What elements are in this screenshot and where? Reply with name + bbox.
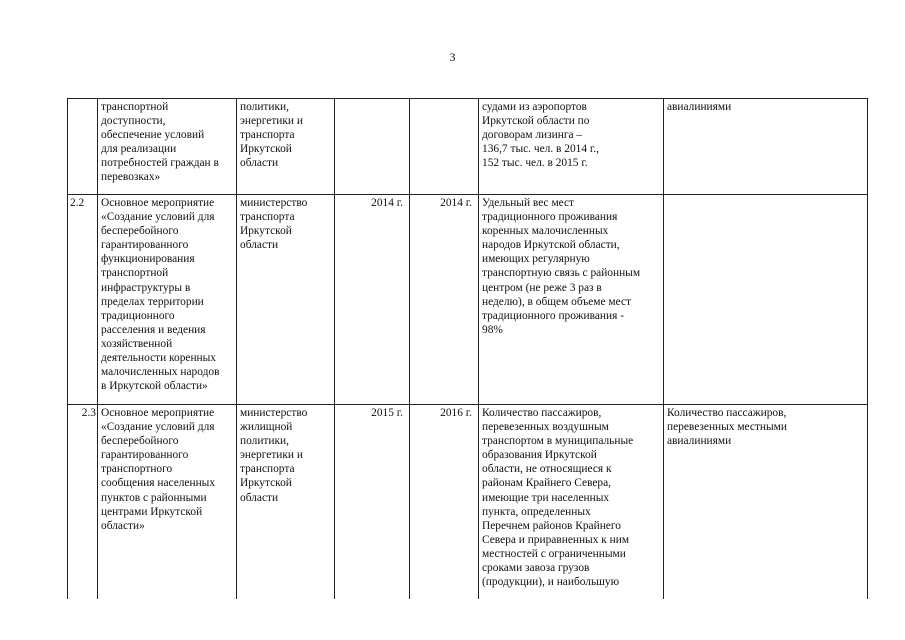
program-indicator: Количество пассажиров, перевезенных местными авиалиниями	[664, 405, 868, 599]
row-number	[68, 99, 98, 195]
row-number: 2.2	[68, 195, 98, 405]
executor: министерство транспорта Иркутской области	[237, 195, 335, 405]
activity-name: транспортной доступности, обеспечение условий для реализации потребностей граждан в перевозках»	[98, 99, 237, 195]
page-number: 3	[449, 50, 456, 64]
executor: министерство жилищной политики, энергетики и транспорта Иркутской области	[237, 405, 335, 599]
end-date: 2014 г.	[410, 195, 479, 405]
executor: политики, энергетики и транспорта Иркутской области	[237, 99, 335, 195]
activity-name: Основное мероприятие «Создание условий для бесперебойного гарантированного функционирования транспортной инфраструктуры в пределах территории традиционного расселения и ведения хозяйственной деятельности коренных малочисленных народов в Иркутской области»	[98, 195, 237, 405]
result-indicator: Удельный вес мест традиционного проживания коренных малочисленных народов Иркутской области, имеющих регулярную транспортную связь с районным центром (не реже 3 раз в неделю), в общем объеме мест традиционного проживания - 98%	[479, 195, 664, 405]
program-indicator	[664, 195, 868, 405]
end-date: 2016 г.	[410, 405, 479, 599]
start-date: 2015 г.	[335, 405, 410, 599]
program-table	[67, 98, 868, 599]
table-row	[68, 195, 868, 405]
result-indicator: Количество пассажиров, перевезенных воздушным транспортом в муниципальные образования Иркутской области, не относящиеся к районам Крайнего Севера, имеющие три населенных пункта, определенных Перечнем районов Крайнего Севера и приравненных к ним местностей с ограниченными сроками завоза грузов (продукции), и наибольшую	[479, 405, 664, 599]
table-row	[68, 99, 868, 195]
program-indicator: авиалиниями	[664, 99, 868, 195]
start-date	[335, 99, 410, 195]
end-date	[410, 99, 479, 195]
activity-name: Основное мероприятие «Создание условий для бесперебойного гарантированного транспортного сообщения населенных пунктов с районными центрами Иркутской области»	[98, 405, 237, 599]
table-row	[68, 405, 868, 599]
start-date: 2014 г.	[335, 195, 410, 405]
row-number: 2.3	[68, 405, 98, 599]
result-indicator: судами из аэропортов Иркутской области по договорам лизинга – 136,7 тыс. чел. в 2014 г., 152 тыс. чел. в 2015 г.	[479, 99, 664, 195]
